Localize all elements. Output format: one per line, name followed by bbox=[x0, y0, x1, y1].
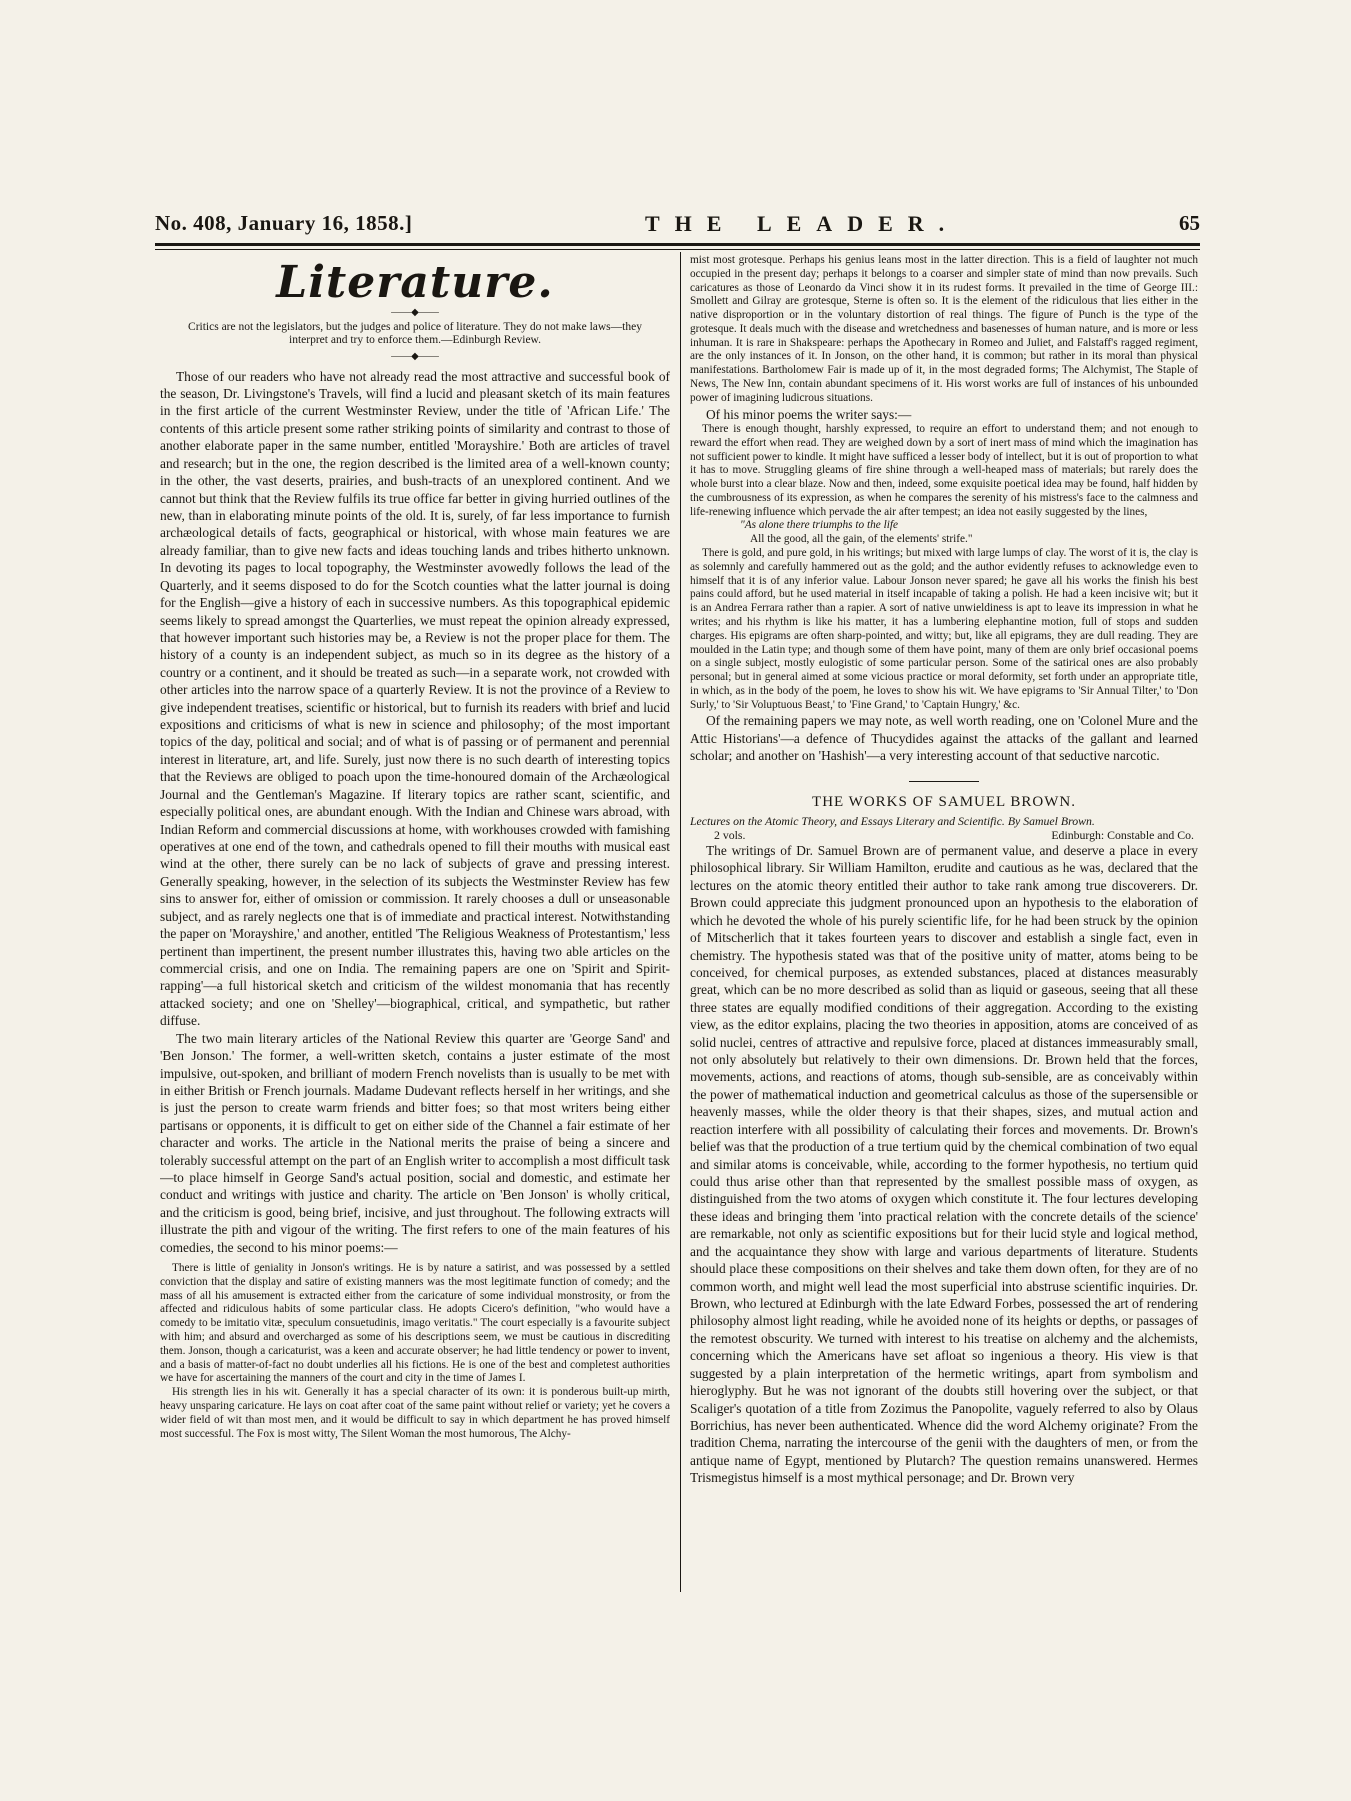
paragraph: Of his minor poems the writer says:— bbox=[706, 406, 912, 422]
article-separator bbox=[909, 781, 979, 782]
verse-line: All the good, all the gain, of the elements' strife." bbox=[750, 533, 973, 546]
volumes: 2 vols. bbox=[714, 827, 746, 842]
extract-paragraph: There is little of geniality in Jonson's writings. He is by nature a satirist, and was possessed by a settled conviction that the display and satire of existing manners was the most legitimate function of comedy; and the mass of all his amusement is extracted either from the caricature of some individual monstrosity, or from the affected and ridiculous habits of some particular class. He adopts Cicero's definition, "who would have a comedy to be imitatio vitæ, speculum consuetudinis, imago veritatis." The court especially is a favourite subject with him; and absurd and overcharged as some of his descriptions seem, we must be cautious in discrediting them. Jonson, though a caricaturist, was a keen and accurate observer; he had little tendency or power to invent, and a basis of matter-of-fact no doubt underlies all his fictions. He is one of the best and completest authorities we have for ascertaining the manners of the court and city in the time of James I. bbox=[160, 1262, 670, 1385]
article-title: THE WORKS OF SAMUEL BROWN. bbox=[812, 793, 1076, 810]
section-title: Literature. bbox=[276, 257, 554, 308]
left-column bbox=[160, 254, 670, 1599]
ornament-rule: ——◆—— bbox=[391, 350, 439, 362]
extract-paragraph: His strength lies in his wit. Generally it has a special character of its own: it is ponderous built-up mirth, heavy unsparing caricature. He lays on coat after coat of the same paint without relief or variety; yet he covers a wider field of wit than most men, and it would be difficult to say in which department he has proved himself most successful. The Fox is most witty, The Silent Woman the most humorous, The Alchy- bbox=[160, 1386, 670, 1440]
article-byline: Lectures on the Atomic Theory, and Essays Literary and Scientific. By Samuel Brown. bbox=[690, 813, 1095, 828]
paragraph: Of the remaining papers we may note, as well worth reading, one on 'Colonel Mure and the Attic Historians'—a defence of Thucydides against the attacks of the gallant and learned scholar; and another on 'Hashish'—a very interesting account of that seductive narcotic. bbox=[690, 713, 1198, 764]
header-rule-thick bbox=[155, 243, 1200, 246]
epigraph: Critics are not the legislators, but the judges and police of literature. They do not make laws—they interpret and try to enforce them.—Edinburgh Review. bbox=[188, 321, 642, 347]
extract-continuation: mist most grotesque. Perhaps his genius leans most in the latter direction. This is a field of laughter not much occupied in the present day; perhaps it belongs to a coarser and simpler state of mind than now prevails. Such caricatures as those of Leonardo da Vinci show it in its rudest forms. It prevailed in the time of George III.: Smollett and Gilray are grotesque, Sterne is often so. It is the element of the ridiculous that lies either in the native disproportion or in the voluntary distortion of real things. The figure of Punch is the type of the grotesque. It deals much with the disease and wretchedness and basenesses of human nature, and is more or less inhuman. It is rare in Shakspeare: perhaps the Apothecary in Romeo and Juliet, and Falstaff's ragged regiment, are the only instances of it. In Jonson, on the other hand, it is common; but rather in its moral than physical manifestations. Bartholomew Fair is made up of it, in the most degraded forms; The Alchymist, The Staple of News, The New Inn, contain abundant specimens of it. His worst works are full of instances of his unbounded power of imagining ludicrous situations. bbox=[690, 254, 1198, 404]
right-column bbox=[690, 254, 1198, 1599]
article-publication bbox=[690, 828, 1198, 842]
column-divider bbox=[680, 252, 681, 1592]
publisher: Edinburgh: Constable and Co. bbox=[1051, 827, 1194, 842]
verse-line: "As alone there triumphs to the life bbox=[740, 519, 899, 532]
page-number: 65 bbox=[1179, 211, 1200, 235]
newspaper-title: THE LEADER. bbox=[645, 211, 960, 236]
extract-paragraph: There is gold, and pure gold, in his writings; but mixed with large lumps of clay. The worst of it is, the clay is as solemnly and carefully hammered out as the gold; and the author evidently refuses to acknowledge even to himself that it is of any inferior value. Labour Jonson never spared; he gave all his works the finish his best pains could afford, but he used material in itself incapable of taking a polish. He had a keen incisive wit; but it is an Andrea Ferrara rather than a rapier. A sort of native unwieldiness is apt to leave its impression in what he writes; and his rhythm is like his matter, it has a lumbering elephantine motion, full of stops and sudden charges. His epigrams are often sharp-pointed, and witty; but, like all epigrams, they are dull reading. They are moulded in the Latin type; and though some of them have point, many of them are only brief occasional poems on a single subject, mostly eulogistic of some particular person. Some of the satirical ones are also probably personal; but in general aimed at some vicious practice or moral deformity, set forth under an appropriate title, in which, as in the body of the poem, he loves to show his wit. We have epigrams to 'Sir Annual Tilter,' to 'Don Surly,' to 'Sir Voluptuous Beast,' to 'Fine Grand,' to 'Captain Hungry,' &c. bbox=[690, 547, 1198, 711]
article-body: The writings of Dr. Samuel Brown are of permanent value, and deserve a place in every philosophical library. Sir William Hamilton, erudite and cautious as he was, declared that the lectures on the atomic theory entitled their author to take rank among true discoverers. Dr. Brown could appreciate this judgment pronounced upon an hypothesis to the elaboration of which he devoted the whole of his purely scientific life, for he had been struck by the opinion of Mitscherlich that it takes fourteen years to discover and establish a single fact, even in chemistry. The hypothesis stated was that of the positive unity of matter, atoms being to be conceived, for chemical purposes, as extended substances, placed at distances measurably great, which can be no more described as solid than as liquid or gaseous, seeing that all these three states are equally modified conditions of their aggregation. According to the existing view, as the editor explains, placing the two theories in apposition, atoms are conceived of as solid nuclei, centres of attractive and repulsive force, placed at distances immeasurably small, not only absolutely but relatively to their own dimensions. Dr. Brown held that the forces, movements, actions, and reactions of atoms, though sub-sensible, are as conceivably within the power of mathematical induction and geometrical calculus as those of the supersensible or heavenly masses, while the older theory is that their shapes, sizes, and mutual action and reaction interfere with all possibility of calculating their forces and movements. Dr. Brown's belief was that the production of a true tertium quid by the chemical combination of two equal and similar atoms is conceivable, while, according to the former hypothesis, no tertium quid could thus arise other than that represented by the smallest possible mass of oxygen, as distinguished from the two atoms of oxygen which constitute it. The four lectures developing these ideas and bringing them 'into practical relation with the concrete details of the science' are remarkable, not only as scientific expositions but for their lucid style and logical method, and the acquaintance they show with large and various departments of literature. Students should place these compositions on their shelves and take them down often, for they are of no common worth, and might well lead the most superficial into abstruse scientific inquiries. Dr. Brown, who lectured at Edinburgh with the late Edward Forbes, possessed the art of rendering philosophy almost light reading, while he avoided none of its heights or depths, or passages of the remotest obscurity. We turned with interest to his treatise on alchemy and the alchemists, concerning which the Americans have set afloat so ingenious a theory. His view is that suggested by a plain interpretation of the hermetic writings, apart from symbolism and hieroglyphy. But he was not ignorant of the doubts still hovering over the subject, or that Scaliger's quotation of a title from Zozimus the Panopolite, vaguely referred to also by Olaus Borrichius, has never been authenticated. Whence did the word Alchemy originate? From the tradition Chema, narrating the intercourse of the genii with the daughters of men, or from the antique name of Egypt, mentioned by Plutarch? The question remains unanswered. Hermes Trismegistus himself is a most mythical personage; and Dr. Brown very bbox=[690, 843, 1198, 1486]
extract-paragraph: There is enough thought, harshly expressed, to require an effort to understand them; and not enough to reward the effort when read. They are weighed down by a sort of inert mass of mind which the imagination has not sufficient power to kindle. It might have sufficed a lesser body of intellect, but it is out of proportion to what it has to move. Struggling gleams of fire shine through a well-heaped mass of materials; but rarely does the whole burst into a clear blaze. Now and then, indeed, some exquisite poetical idea may be found, half hidden by the cumbrousness of its expression, as when he compares the serenity of his mistress's face to the calmness and life-renewing influence which pervade the air after tempest; an idea not easily suggested by the lines, bbox=[690, 423, 1198, 518]
paragraph: The two main literary articles of the National Review this quarter are 'George Sand' and 'Ben Jonson.' The former, a well-written sketch, contains a juster estimate of the most impulsive, out-spoken, and brilliant of modern French novelists than is usually to be met with in either British or French journals. Madame Dudevant reflects herself in her writings, and she is just the person to create warm friends and bitter foes; so that most writers being either partisans or opponents, it is difficult to get on either side of the Channel a fair estimate of her character and works. The article in the National merits the praise of being a sincere and tolerably successful attempt on the part of an English writer to accomplish a most difficult task—to place himself in George Sand's actual position, social and domestic, and estimate her conduct and writings with justice and charity. The article on 'Ben Jonson' is wholly critical, and the criticism is good, being brief, incisive, and just throughout. The following extracts will illustrate the pith and vigour of the writing. The first refers to one of the main features of his comedies, the second to his minor poems:— bbox=[160, 1030, 670, 1255]
header-rule-thin bbox=[155, 249, 1200, 250]
paragraph: Those of our readers who have not already read the most attractive and successful book of the season, Dr. Livingstone's Travels, will find a lucid and pleasant sketch of its main features in the first article of the current Westminster Review, under the title of 'African Life.' The contents of this article present some rather striking points of similarity and contrast to those of another elaborate paper in the same number, entitled 'Morayshire.' Both are articles of travel and research; but in the one, the region described is the limited area of a well-known county; in the other, the vast deserts, prairies, and bush-tracts of an unexplored continent. And we cannot but think that the Review fulfils its true office far better in giving hurried outlines of the new, than in elaborating minute points of the old. It is, surely, of far less importance to furnish archæological details of facts, geographical or historical, with whose main features we are already familiar, than to give new facts and ideas touching lands and tribes hitherto unknown. In devoting its pages to local topography, the Westminster avowedly follows the lead of the Quarterly, and it seems disposed to do for the Scotch counties what the latter journal is doing for the English—give a history of each in successive numbers. As this topographical epidemic seems likely to spread amongst the Quarterlies, we must repeat the opinion already expressed, that however important such histories may be, a Review is not the proper place for them. The history of a county is an independent subject, as much so in its degree as the history of a country or a continent, and it should be treated as such—in a separate work, not crowded with other articles into the narrow space of a quarterly Review. It is not the province of a Review to give independent treatises, scientific or historical, but to furnish its readers with brief and lucid expositions and criticisms of what is new in science and philosophy; of the most important topics of the day, political and social; and of what is of passing or of permanent and perennial interest in literature, art, and life. Surely, just now there is no such dearth of interesting topics that the Reviews are obliged to poach upon the time-honoured domain of the Archæological Journal and the Gentleman's Magazine. If literary topics are rather scant, scientific, and especially political ones, are abundant enough. With the Indian and Chinese wars abroad, with Indian Reform and commercial discussions at home, with workhouses crowded with famishing operatives at one end of the town, and cathedrals opened to fill their mouths with musical east wind at the other, there surely can be no lack of subjects of grave and pressing interest. Generally speaking, however, in the selection of its subjects the Westminster Review has few sins to answer for, either of omission or commission. It rarely chooses a dull or unseasonable subject, and as rarely neglects one that is of immediate and practical interest. Notwithstanding the paper on 'Morayshire,' and another, entitled 'The Religious Weakness of Protestantism,' less pertinent than impertinent, the present number illustrates this, having two able articles on the commercial crisis, and one on India. The remaining papers are one on 'Spirit and Spirit-rapping'—a full historical sketch and criticism of the wildest monomania that has recently attacked society; and one on 'Shelley'—biographical, critical, and sympathetic, but rather diffuse. bbox=[160, 368, 670, 1029]
ornament-rule: ——◆—— bbox=[391, 307, 439, 319]
masthead bbox=[155, 211, 1200, 239]
issue-date: No. 408, January 16, 1858.] bbox=[155, 211, 413, 235]
